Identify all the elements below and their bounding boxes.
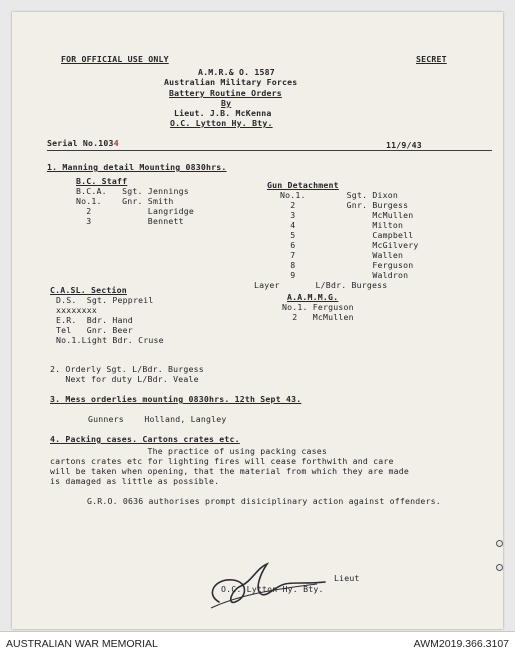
punch-hole — [496, 540, 503, 547]
for-official-use-label: FOR OFFICIAL USE ONLY — [61, 54, 169, 64]
bc-staff-line: 2 Langridge — [76, 206, 194, 216]
serial-rule — [47, 150, 492, 151]
gun-detachment-line: 2 Gnr. Burgess — [280, 200, 409, 210]
handwritten-serial-suffix: 4 — [113, 138, 119, 148]
gun-detachment-line: 8 Ferguson — [280, 260, 414, 270]
manning-detail-heading: 1. Manning detail Mounting 0830hrs. — [47, 162, 227, 172]
gun-detachment-line: 4 Milton — [280, 220, 404, 230]
issuing-unit: O.C. Lytton Hy. Bty. — [170, 118, 273, 128]
casl-section-heading: C.A.SL. Section — [50, 285, 127, 295]
archive-footer — [0, 631, 515, 654]
gun-detachment-line: 5 Campbell — [280, 230, 414, 240]
orderly-line: 2. Orderly Sgt. L/Bdr. Burgess — [50, 364, 204, 374]
orderly-line: Next for duty L/Bdr. Veale — [50, 374, 199, 384]
archive-reference: AWM2019.366.3107 — [413, 638, 509, 650]
mess-orderlies-line: Gunners Holland, Langley — [88, 414, 227, 424]
aamg-line: 2 McMullen — [282, 312, 354, 322]
casl-struck-line: xxxxxxxx — [56, 305, 98, 315]
bc-staff-heading: B.C. Staff — [76, 176, 128, 186]
order-date: 11/9/43 — [386, 140, 422, 150]
aamg-line: No.1. Ferguson — [282, 302, 354, 312]
packing-paragraph-line: is damaged as little as possible. — [50, 476, 220, 486]
packing-paragraph-line: will be taken when opening, that the material from which they are made — [50, 466, 410, 476]
gun-detachment-line: 7 Wallen — [280, 250, 404, 260]
bc-staff-line: 3 Bennett — [76, 216, 184, 226]
serial-number: Serial No.1034 — [47, 138, 119, 148]
aamg-heading: A.A.M.M.G. — [287, 292, 339, 302]
packing-cases-heading: 4. Packing cases. Cartons crates etc. — [50, 434, 240, 444]
casl-line: D.S. Sgt. Peppreil — [56, 295, 154, 305]
orders-title: Battery Routine Orders — [169, 88, 282, 98]
packing-paragraph-line: The practice of using packing cases — [50, 446, 327, 456]
handwritten-signature — [197, 550, 347, 614]
bc-staff-line: B.C.A. Sgt. Jennings — [76, 186, 189, 196]
by-label: By — [221, 98, 232, 108]
casl-line: No.1.Light Bdr. Cruse — [56, 335, 164, 345]
gun-detachment-line: 3 McMullen — [280, 210, 414, 220]
force-name: Australian Military Forces — [164, 77, 298, 87]
issuing-officer: Lieut. J.B. McKenna — [174, 108, 272, 118]
archive-name: AUSTRALIAN WAR MEMORIAL — [6, 638, 158, 650]
signature-rank: Lieut — [334, 573, 360, 583]
gun-detachment-line: 9 Waldron — [280, 270, 409, 280]
document-page — [12, 12, 503, 629]
layer-line: Layer L/Bdr. Burgess — [254, 280, 388, 290]
casl-line: Tel Gnr. Beer — [56, 325, 133, 335]
order-reference: A.M.R.& O. 1587 — [198, 67, 275, 77]
gun-detachment-line: 6 McGilvery — [280, 240, 419, 250]
gun-detachment-line: No.1. Sgt. Dixon — [280, 190, 398, 200]
bc-staff-line: No.1. Gnr. Smith — [76, 196, 174, 206]
signature-unit: O.C. Lytton Hy. Bty. — [221, 584, 324, 594]
gun-detachment-heading: Gun Detachment — [267, 180, 339, 190]
casl-line: E.R. Bdr. Hand — [56, 315, 133, 325]
gro-line: G.R.O. 0636 authorises prompt disiciplinary action against offenders. — [87, 496, 441, 506]
punch-hole — [496, 564, 503, 571]
packing-paragraph-line: cartons crates etc for lighting fires will cease forthwith and care — [50, 456, 394, 466]
secret-stamp: SECRET — [416, 54, 447, 64]
mess-orderlies-heading: 3. Mess orderlies mounting 0830hrs. 12th Sept 43. — [50, 394, 302, 404]
